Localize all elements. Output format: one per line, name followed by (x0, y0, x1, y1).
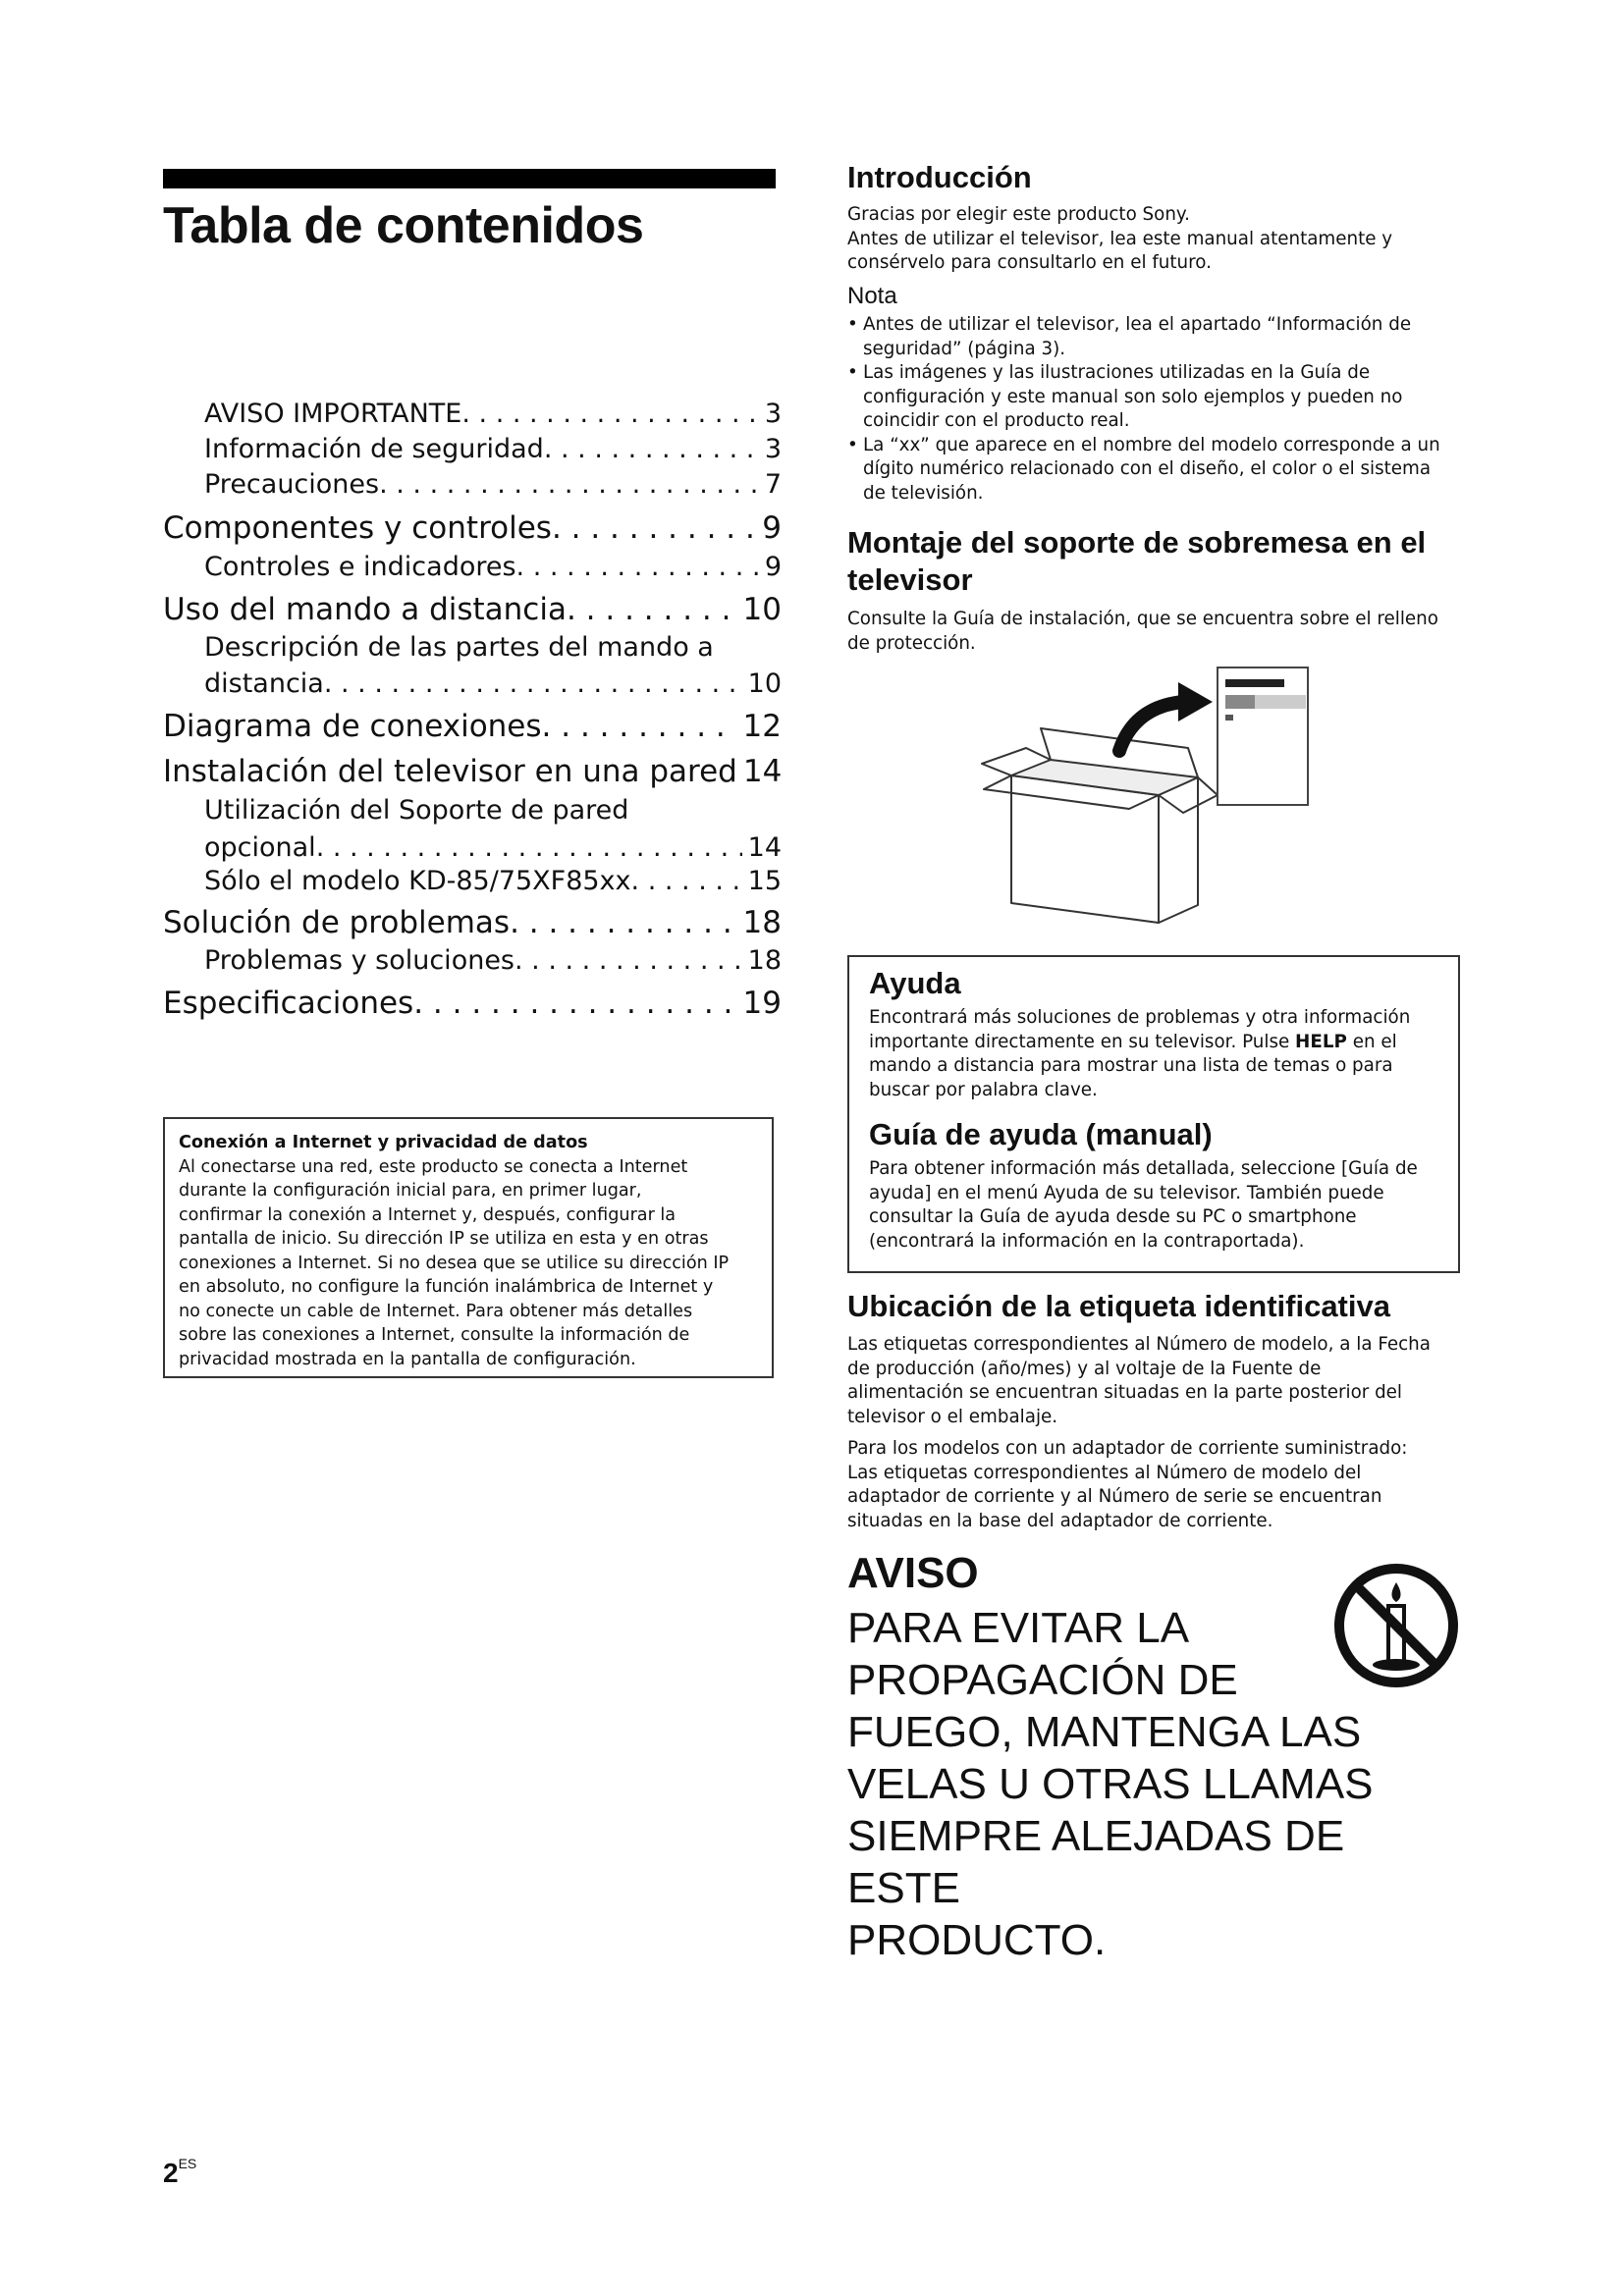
nota-heading: Nota (847, 283, 897, 309)
privacy-line: durante la configuración inicial para, en primer lugar, (179, 1181, 642, 1201)
privacy-line: conexiones a Internet. Si no desea que se utilice su dirección IP (179, 1253, 730, 1273)
toc-entry[interactable]: distancia . . . 10 (204, 668, 782, 699)
etiqueta-heading: Ubicación de la etiqueta identificativa (847, 1289, 1390, 1323)
box-installation-illustration (972, 658, 1326, 933)
toc-entry[interactable]: AVISO IMPORTANTE . . . 3 (204, 399, 782, 429)
intro-text: Gracias por elegir este producto Sony. Antes de utilizar el televisor, lea este manual atentamente y consérvelo para consultarlo en el futuro. (847, 204, 1393, 273)
toc-entry[interactable]: Instalación del televisor en una pared 14 (163, 754, 782, 789)
privacy-heading: Conexión a Internet y privacidad de datos (179, 1133, 588, 1152)
montaje-text: Consulte la Guía de instalación, que se encuentra sobre el relleno de protección. (847, 609, 1438, 654)
toc-entry-line[interactable]: Descripción de las partes del mando a (204, 632, 714, 663)
note-item: • La “xx” que aparece en el nombre del modelo corresponde a un dígito numérico relacionado con el diseño, el color o el sistema de televisión. (847, 434, 1476, 507)
privacy-line: en absoluto, no configure la función inalámbrica de Internet y (179, 1277, 714, 1297)
toc-entry-line[interactable]: Utilización del Soporte de pared (204, 795, 629, 826)
toc-entry[interactable]: Componentes y controles . . . 9 (163, 510, 782, 546)
toc-entry[interactable]: Controles e indicadores . . . 9 (204, 552, 782, 582)
privacy-line: pantalla de inicio. Su dirección IP se utiliza en esta y en otras (179, 1229, 709, 1249)
toc-entry[interactable]: Solución de problemas . . . 18 (163, 905, 782, 940)
page-title: Tabla de contenidos (163, 197, 644, 254)
toc-entry[interactable]: Diagrama de conexiones . . . 12 (163, 709, 782, 744)
privacy-line: sobre las conexiones a Internet, consulte la información de (179, 1325, 690, 1345)
toc-entry[interactable]: Uso del mando a distancia . . . 10 (163, 592, 782, 627)
privacy-line: confirmar la conexión a Internet y, después, configurar la (179, 1204, 677, 1225)
privacy-line: privacidad mostrada en la pantalla de configuración. (179, 1349, 636, 1369)
toc-entry[interactable]: Problemas y soluciones . . . 18 (204, 945, 782, 976)
ayuda-text: Encontrará más soluciones de problemas y otra información importante directamente en su televisor. Pulse HELP en el mando a distancia para mostrar una lista de temas o para buscar por palabra clave. (869, 1007, 1411, 1100)
toc-entry[interactable]: Información de seguridad . . . 3 (204, 434, 782, 464)
privacy-line: Al conectarse una red, este producto se conecta a Internet (179, 1156, 688, 1177)
intro-heading: Introducción (847, 160, 1032, 194)
note-item: • Las imágenes y las ilustraciones utilizadas en la Guía de configuración y este manual son solo ejemplos y pueden no coincidir con el producto real. (847, 361, 1476, 434)
help-box (847, 955, 1460, 1273)
toc-entry[interactable]: opcional . . . 14 (204, 832, 782, 863)
aviso-text: PARA EVITAR LA PROPAGACIÓN DE FUEGO, MANTENGA LAS VELAS U OTRAS LLAMAS SIEMPRE ALEJADAS DE ESTE PRODUCTO. (847, 1604, 1374, 1964)
notes-list (847, 313, 1476, 506)
guia-text: Para obtener información más detallada, seleccione [Guía de ayuda] en el menú Ayuda de su televisor. También puede consultar la Guía de ayuda desde su PC o smartphone (encontrará la información en la contraportada). (869, 1158, 1418, 1252)
page-number: $2^{ES}$ (163, 2156, 197, 2188)
help-key: HELP (1295, 1031, 1347, 1052)
montaje-heading: Montaje del soporte de sobremesa en el televisor (847, 525, 1427, 597)
toc-entry[interactable]: Especificaciones . . . 19 (163, 986, 782, 1021)
privacy-notice-box (163, 1117, 774, 1378)
toc-entry[interactable]: Sólo el modelo KD-85/75XF85xx . . . 15 (204, 866, 782, 896)
aviso-heading: AVISO (847, 1549, 979, 1597)
ayuda-heading: Ayuda (869, 966, 961, 1000)
title-rule (163, 169, 776, 188)
toc-entry[interactable]: Precauciones . . . 7 (204, 469, 782, 500)
privacy-line: no conecte un cable de Internet. Para obtener más detalles (179, 1301, 693, 1321)
guia-heading: Guía de ayuda (manual) (869, 1117, 1213, 1151)
etiqueta-text: Las etiquetas correspondientes al Número de modelo, a la Fecha de producción (año/mes) y al voltaje de la Fuente de alimentación se encuentran situadas en la parte posterior del televisor o el embalaje. Para los modelos con un adaptador de corriente suministrado: Las etiquetas correspondientes al Número de modelo del adaptador de corriente y al Número de serie se encuentran situadas en la base del adaptador de corriente. (847, 1334, 1431, 1531)
no-candle-icon (1331, 1561, 1461, 1690)
note-item: • Antes de utilizar el televisor, lea el apartado “Información de seguridad” (página 3). (847, 313, 1476, 361)
